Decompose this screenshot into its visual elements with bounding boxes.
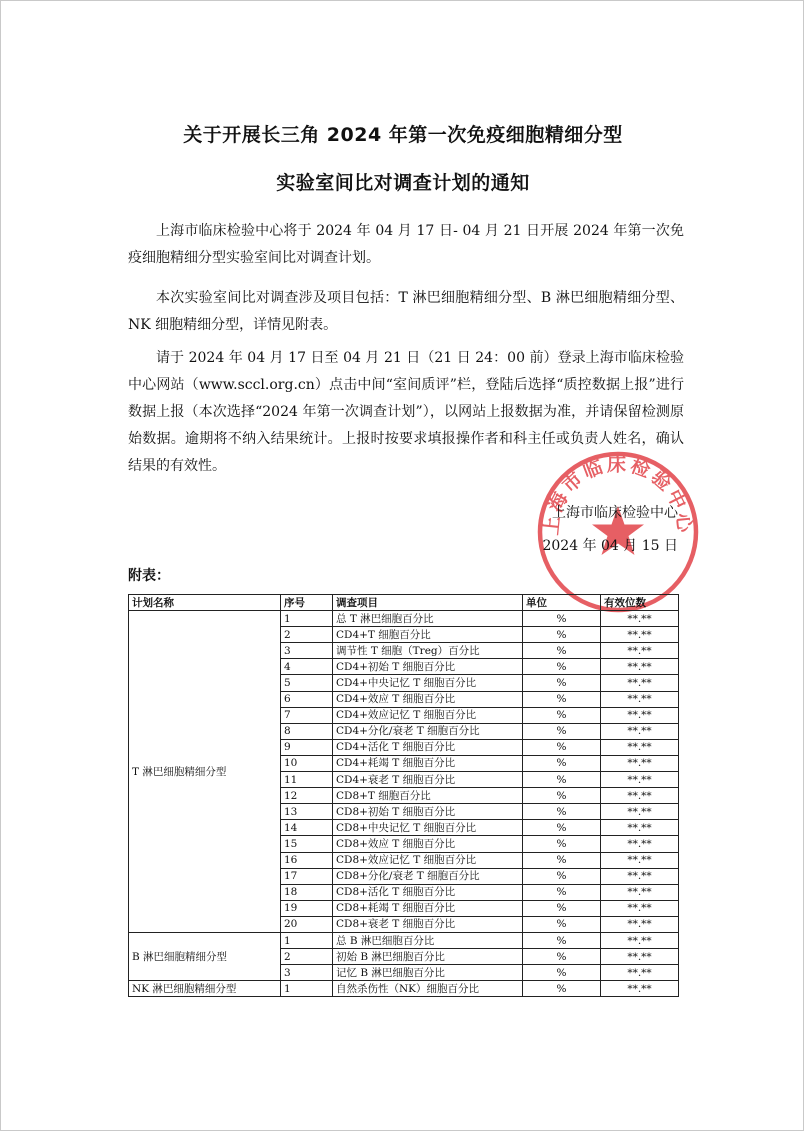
serial-number-cell: 15 [281,836,333,852]
significant-digits-cell: **.** [601,820,679,836]
unit-cell: % [523,707,601,723]
serial-number-cell: 5 [281,675,333,691]
unit-cell: % [523,627,601,643]
seal-arc-text: 上海市临床检验中心 [540,453,696,537]
unit-cell: % [523,852,601,868]
document-title-line-2: 实验室间比对调查计划的通知 [276,172,530,194]
significant-digits-cell: **.** [601,691,679,707]
survey-item-cell: 总 B 淋巴细胞百分比 [333,932,523,948]
plan-name-cell: NK 淋巴细胞精细分型 [129,981,281,997]
unit-cell: % [523,755,601,771]
significant-digits-cell: **.** [601,659,679,675]
unit-cell: % [523,900,601,916]
survey-item-cell: CD8+衰老 T 细胞百分比 [333,916,523,932]
table-row [129,981,679,997]
significant-digits-cell: **.** [601,981,679,997]
table-row [129,611,679,627]
annex-label: 附表： [128,568,170,584]
survey-item-cell: CD4+效应记忆 T 细胞百分比 [333,707,523,723]
significant-digits-cell: **.** [601,916,679,932]
unit-cell: % [523,611,601,627]
significant-digits-cell: **.** [601,884,679,900]
survey-item-cell: 自然杀伤性（NK）细胞百分比 [333,981,523,997]
serial-number-cell: 4 [281,659,333,675]
survey-item-cell: CD8+效应 T 细胞百分比 [333,836,523,852]
unit-cell: % [523,643,601,659]
unit-cell: % [523,820,601,836]
unit-cell: % [523,739,601,755]
significant-digits-cell: **.** [601,788,679,804]
unit-cell: % [523,932,601,948]
unit-cell: % [523,691,601,707]
unit-cell: % [523,981,601,997]
significant-digits-cell: **.** [601,932,679,948]
serial-number-cell: 13 [281,804,333,820]
unit-cell: % [523,788,601,804]
serial-number-cell: 19 [281,900,333,916]
unit-cell: % [523,949,601,965]
header-serial-number: 序号 [281,595,333,611]
serial-number-cell: 20 [281,916,333,932]
significant-digits-cell: **.** [601,707,679,723]
header-unit: 单位 [523,595,601,611]
survey-item-cell: CD4+T 细胞百分比 [333,627,523,643]
serial-number-cell: 2 [281,627,333,643]
serial-number-cell: 2 [281,949,333,965]
significant-digits-cell: **.** [601,611,679,627]
unit-cell: % [523,965,601,981]
survey-item-cell: CD4+效应 T 细胞百分比 [333,691,523,707]
significant-digits-cell: **.** [601,965,679,981]
significant-digits-cell: **.** [601,836,679,852]
significant-digits-cell: **.** [601,852,679,868]
unit-cell: % [523,772,601,788]
unit-cell: % [523,836,601,852]
significant-digits-cell: **.** [601,755,679,771]
significant-digits-cell: **.** [601,723,679,739]
significant-digits-cell: **.** [601,868,679,884]
unit-cell: % [523,723,601,739]
significant-digits-cell: **.** [601,900,679,916]
annex-table-body [129,611,679,997]
survey-item-cell: CD4+活化 T 细胞百分比 [333,739,523,755]
serial-number-cell: 10 [281,755,333,771]
serial-number-cell: 6 [281,691,333,707]
annex-table [128,594,679,997]
survey-item-cell: CD8+初始 T 细胞百分比 [333,804,523,820]
survey-item-cell: CD8+T 细胞百分比 [333,788,523,804]
header-plan-name: 计划名称 [129,595,281,611]
serial-number-cell: 18 [281,884,333,900]
table-header-row [129,595,679,611]
serial-number-cell: 3 [281,965,333,981]
survey-item-cell: CD8+中央记忆 T 细胞百分比 [333,820,523,836]
header-survey-item: 调查项目 [333,595,523,611]
survey-item-cell: CD4+中央记忆 T 细胞百分比 [333,675,523,691]
unit-cell: % [523,868,601,884]
survey-item-cell: 总 T 淋巴细胞百分比 [333,611,523,627]
header-significant-digits: 有效位数 [601,595,679,611]
unit-cell: % [523,675,601,691]
significant-digits-cell: **.** [601,739,679,755]
survey-item-cell: CD4+分化/衰老 T 细胞百分比 [333,723,523,739]
serial-number-cell: 9 [281,739,333,755]
survey-item-cell: 记忆 B 淋巴细胞百分比 [333,965,523,981]
unit-cell: % [523,916,601,932]
survey-item-cell: CD4+初始 T 细胞百分比 [333,659,523,675]
serial-number-cell: 1 [281,981,333,997]
body-paragraph-1: 上海市临床检验中心将于 2024 年 04 月 17 日- 04 月 21 日开展 2024 年第一次免疫细胞精细分型实验室间比对调查计划。 [128,223,684,266]
unit-cell: % [523,659,601,675]
survey-item-cell: CD8+效应记忆 T 细胞百分比 [333,852,523,868]
significant-digits-cell: **.** [601,675,679,691]
serial-number-cell: 3 [281,643,333,659]
serial-number-cell: 1 [281,611,333,627]
serial-number-cell: 7 [281,707,333,723]
survey-item-cell: CD8+分化/衰老 T 细胞百分比 [333,868,523,884]
significant-digits-cell: **.** [601,772,679,788]
signature-organization: 上海市临床检验中心 [552,505,678,521]
plan-name-cell: T 淋巴细胞精细分型 [129,611,281,933]
document-title-line-1: 关于开展长三角 2024 年第一次免疫细胞精细分型 [183,124,623,146]
signature-date: 2024 年 04 月 15 日 [542,538,678,554]
serial-number-cell: 16 [281,852,333,868]
serial-number-cell: 11 [281,772,333,788]
unit-cell: % [523,804,601,820]
survey-item-cell: CD8+耗竭 T 细胞百分比 [333,900,523,916]
unit-cell: % [523,884,601,900]
serial-number-cell: 17 [281,868,333,884]
serial-number-cell: 12 [281,788,333,804]
serial-number-cell: 14 [281,820,333,836]
survey-item-cell: CD4+耗竭 T 细胞百分比 [333,755,523,771]
survey-item-cell: CD4+衰老 T 细胞百分比 [333,772,523,788]
survey-item-cell: 调节性 T 细胞（Treg）百分比 [333,643,523,659]
survey-item-cell: CD8+活化 T 细胞百分比 [333,884,523,900]
significant-digits-cell: **.** [601,804,679,820]
serial-number-cell: 8 [281,723,333,739]
table-row [129,932,679,948]
significant-digits-cell: **.** [601,627,679,643]
significant-digits-cell: **.** [601,949,679,965]
significant-digits-cell: **.** [601,643,679,659]
plan-name-cell: B 淋巴细胞精细分型 [129,932,281,980]
body-paragraph-2: 本次实验室间比对调查涉及项目包括：T 淋巴细胞精细分型、B 淋巴细胞精细分型、NK 细胞精细分型，详情见附表。 [128,290,684,333]
body-paragraph-3: 请于 2024 年 04 月 17 日至 04 月 21 日（21 日 24：00 前）登录上海市临床检验中心网站（www.sccl.org.cn）点击中间“室间质评”栏，登陆后选择“质控数据上报”进行数据上报（本次选择“2024 年第一次调查计划”），以网站上报数据为准，并请保留检测原始数据。逾期将不纳入结果统计。上报时按要求填报操作者和科主任或负责人姓名，确认结果的有效性。 [128,350,684,474]
survey-item-cell: 初始 B 淋巴细胞百分比 [333,949,523,965]
serial-number-cell: 1 [281,932,333,948]
